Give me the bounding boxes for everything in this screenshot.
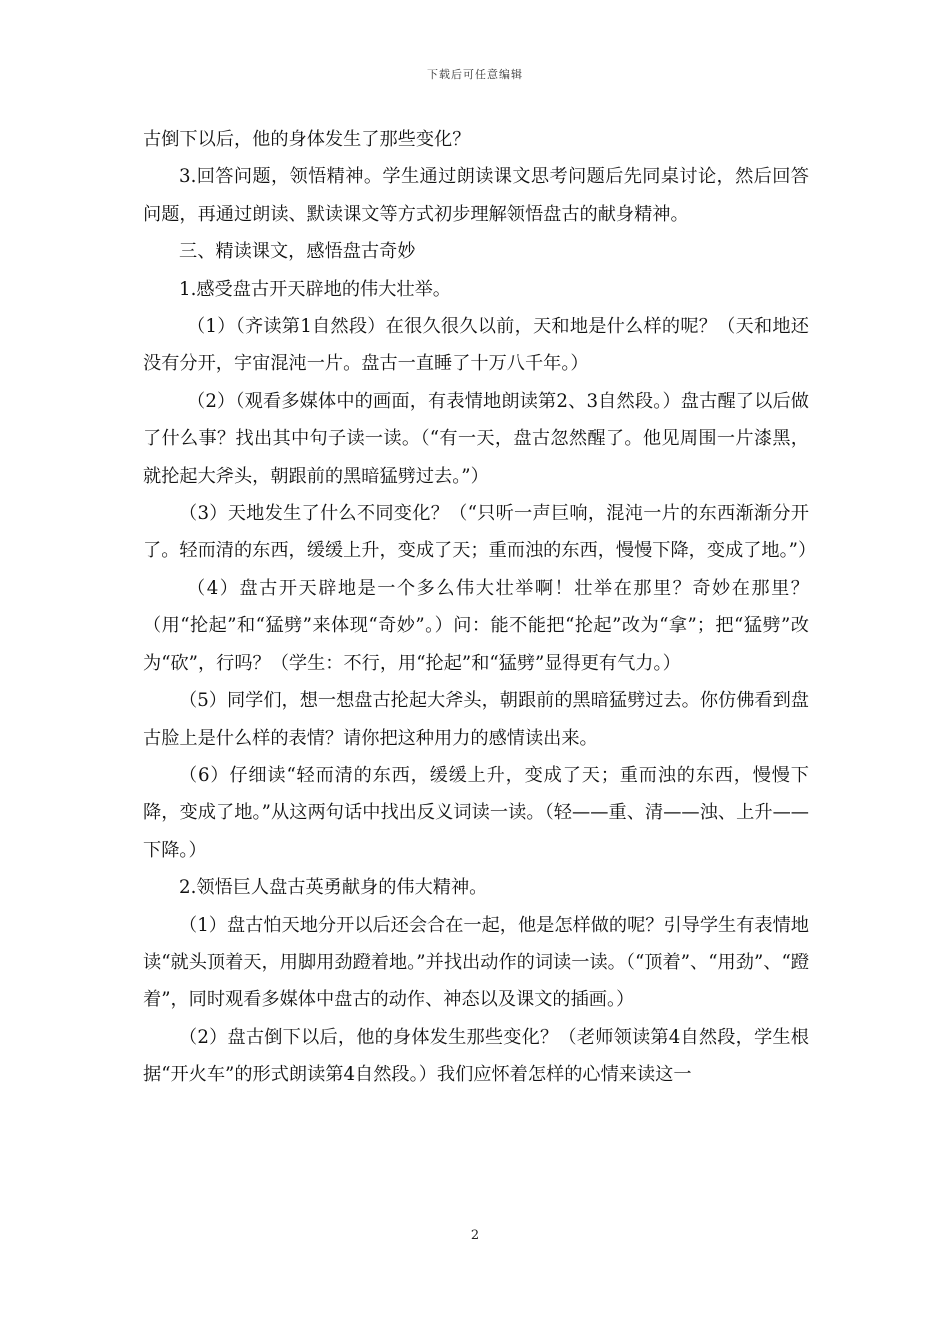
paragraph-continuation: 古倒下以后，他的身体发生了那些变化？ <box>143 129 471 150</box>
section-heading-intensive-reading: 三、精读课文，感悟盘古奇妙 <box>179 241 416 263</box>
subheading-spirit: 2.领悟巨人盘古英勇献身的伟大精神。 <box>179 877 488 899</box>
paragraph-item-2: （2）（观看多媒体中的画面，有表情地朗读第2、3自然段。）盘古醒了以后做了什么事？找出其中句子读一读。（“有一天，盘古忽然醒了。他见周围一片漆黑，就抡起大斧头，朝跟前的黑暗猛劈过去。”） <box>143 390 809 487</box>
paragraph-item-3: （3）天地发生了什么不同变化？（“只听一声巨响，混沌一片的东西渐渐分开了。轻而清的东西，缓缓上升，变成了天；重而浊的东西，慢慢下降，变成了地。”） <box>143 503 817 562</box>
paragraph-item-5: （5）同学们，想一想盘古抡起大斧头，朝跟前的黑暗猛劈过去。你仿佛看到盘古脸上是什么样的表情？请你把这种用力的感情读出来。 <box>143 690 809 749</box>
paragraph-item-6: （6）仔细读“轻而清的东西，缓缓上升，变成了天；重而浊的东西，慢慢下降，变成了地。”从这两句话中找出反义词读一读。（轻——重、清——浊、上升——下降。） <box>143 764 809 861</box>
paragraph-item-1: （1）（齐读第1自然段）在很久很久以前，天和地是什么样的呢？（天和地还没有分开，宇宙混沌一片。盘古一直睡了十万八千年。） <box>143 316 809 375</box>
page-header: 下载后可任意编辑 <box>427 68 523 81</box>
paragraph-answer-questions: 3.回答问题，领悟精神。学生通过朗读课文思考问题后先同桌讨论，然后回答问题，再通过朗读、默读课文等方式初步理解领悟盘古的献身精神。 <box>143 166 809 225</box>
document-body <box>143 121 817 1094</box>
page-number: 2 <box>470 1228 480 1243</box>
paragraph-spirit-item-1: （1）盘古怕天地分开以后还会合在一起，他是怎样做的呢？引导学生有表情地读“就头顶着天，用脚用劲蹬着地。”并找出动作的词读一读。（“顶着”、“用劲”、“蹬着”，同时观看多媒体中盘古的动作、神态以及课文的插画。） <box>143 914 809 1011</box>
paragraph-spirit-item-2: （2）盘古倒下以后，他的身体发生那些变化？（老师领读第4自然段，学生根据“开火车”的形式朗读第4自然段。）我们应怀着怎样的心情来读这一 <box>143 1026 809 1086</box>
paragraph-item-4: （4）盘古开天辟地是一个多么伟大壮举啊！壮举在那里？奇妙在那里？（用“抡起”和“猛劈”来体现“奇妙”。）问：能不能把“抡起”改为“拿”；把“猛劈”改为“砍”，行吗？（学生：不行，用“抡起”和“猛劈”显得更有气力。） <box>143 577 809 674</box>
subheading-feel-feat: 1.感受盘古开天辟地的伟大壮举。 <box>179 278 451 300</box>
